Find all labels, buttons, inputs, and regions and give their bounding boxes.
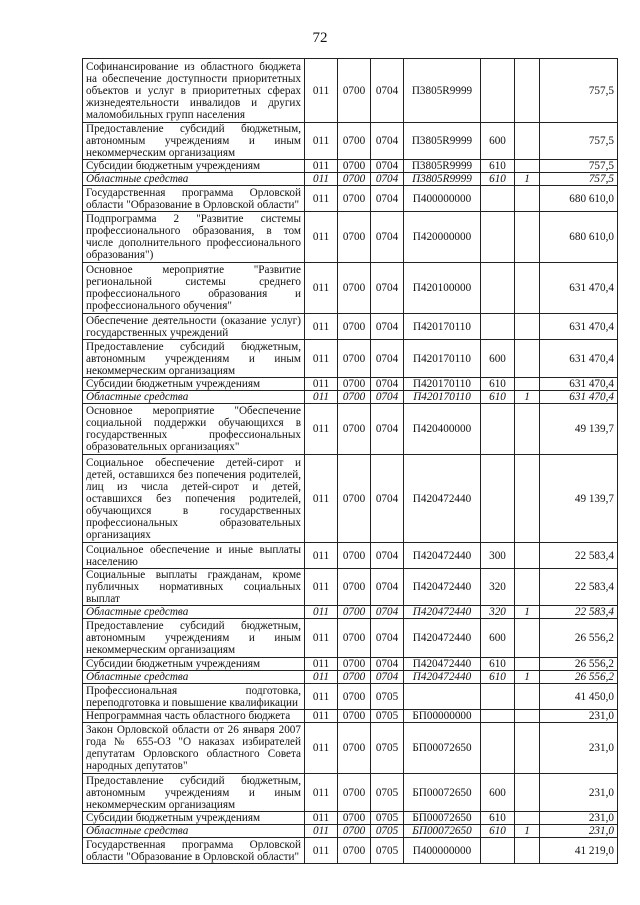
cell-admin-code: 011 [305, 838, 338, 864]
cell-expense-type-code: 610 [481, 173, 515, 186]
cell-row-name: Субсидии бюджетным учреждениям [83, 658, 305, 671]
cell-subsection-code: 0704 [371, 671, 404, 684]
table-row [83, 186, 618, 212]
cell-expense-type-code [481, 723, 515, 774]
cell-target-article-code: П400000000 [404, 838, 481, 864]
cell-subsection-code: 0704 [371, 263, 404, 314]
table-row [83, 173, 618, 186]
budget-table-body [83, 59, 618, 864]
cell-section-code: 0700 [338, 59, 371, 123]
cell-admin-code: 011 [305, 455, 338, 543]
cell-funding-source-code [515, 710, 540, 723]
cell-subsection-code: 0704 [371, 658, 404, 671]
table-row [83, 723, 618, 774]
cell-subsection-code: 0704 [371, 173, 404, 186]
cell-funding-source-code [515, 684, 540, 710]
cell-funding-source-code [515, 812, 540, 825]
cell-section-code: 0700 [338, 212, 371, 263]
cell-row-name: Государственная программа Орловской области "Образование в Орловской области" [83, 186, 305, 212]
cell-funding-source-code [515, 314, 540, 340]
cell-target-article-code: П400000000 [404, 186, 481, 212]
cell-funding-source-code: 1 [515, 606, 540, 619]
cell-admin-code: 011 [305, 263, 338, 314]
cell-expense-type-code [481, 710, 515, 723]
cell-expense-type-code: 610 [481, 160, 515, 173]
cell-target-article-code: П3805R9999 [404, 123, 481, 160]
cell-funding-source-code [515, 212, 540, 263]
cell-target-article-code: П420170110 [404, 340, 481, 378]
table-row [83, 391, 618, 404]
cell-section-code: 0700 [338, 160, 371, 173]
cell-subsection-code: 0705 [371, 684, 404, 710]
cell-target-article-code: П420170110 [404, 314, 481, 340]
cell-section-code: 0700 [338, 658, 371, 671]
cell-target-article-code [404, 684, 481, 710]
cell-section-code: 0700 [338, 455, 371, 543]
cell-subsection-code: 0705 [371, 710, 404, 723]
cell-expense-type-code: 600 [481, 619, 515, 658]
cell-section-code: 0700 [338, 186, 371, 212]
table-row [83, 404, 618, 455]
cell-subsection-code: 0704 [371, 160, 404, 173]
table-row [83, 812, 618, 825]
cell-section-code: 0700 [338, 263, 371, 314]
cell-row-name: Закон Орловской области от 26 января 2007 года № 655-ОЗ "О наказах избирателей депутатам Орловского областного Совета народных депутатов" [83, 723, 305, 774]
cell-admin-code: 011 [305, 658, 338, 671]
cell-target-article-code: БП00072650 [404, 825, 481, 838]
cell-expense-type-code: 610 [481, 658, 515, 671]
cell-funding-source-code [515, 774, 540, 812]
cell-row-name: Субсидии бюджетным учреждениям [83, 160, 305, 173]
cell-expense-type-code: 600 [481, 774, 515, 812]
cell-row-name: Предоставление субсидий бюджетным, автономным учреждениям и иным некоммерческим организациям [83, 123, 305, 160]
cell-admin-code: 011 [305, 340, 338, 378]
table-row [83, 569, 618, 606]
cell-row-name: Социальное обеспечение детей-сирот и детей, оставшихся без попечения родителей, лиц из числа детей-сирот и детей, оставшихся без попечения родителей, обучающихся в государственных профессиональных образовательных организациях [83, 455, 305, 543]
cell-admin-code: 011 [305, 212, 338, 263]
table-row [83, 619, 618, 658]
cell-funding-source-code [515, 263, 540, 314]
cell-amount: 680 610,0 [540, 212, 618, 263]
cell-funding-source-code [515, 619, 540, 658]
table-row [83, 825, 618, 838]
cell-admin-code: 011 [305, 314, 338, 340]
cell-amount: 22 583,4 [540, 606, 618, 619]
cell-subsection-code: 0704 [371, 123, 404, 160]
cell-section-code: 0700 [338, 812, 371, 825]
cell-section-code: 0700 [338, 391, 371, 404]
cell-amount: 231,0 [540, 812, 618, 825]
cell-row-name: Областные средства [83, 825, 305, 838]
cell-expense-type-code: 320 [481, 569, 515, 606]
cell-amount: 631 470,4 [540, 263, 618, 314]
cell-amount: 631 470,4 [540, 340, 618, 378]
cell-section-code: 0700 [338, 825, 371, 838]
cell-amount: 231,0 [540, 825, 618, 838]
cell-admin-code: 011 [305, 59, 338, 123]
cell-expense-type-code: 610 [481, 378, 515, 391]
cell-funding-source-code [515, 723, 540, 774]
cell-subsection-code: 0704 [371, 404, 404, 455]
cell-target-article-code: П420472440 [404, 543, 481, 569]
cell-subsection-code: 0704 [371, 378, 404, 391]
cell-expense-type-code: 300 [481, 543, 515, 569]
table-row [83, 671, 618, 684]
cell-subsection-code: 0704 [371, 212, 404, 263]
cell-expense-type-code: 320 [481, 606, 515, 619]
cell-funding-source-code [515, 543, 540, 569]
cell-target-article-code: БП00000000 [404, 710, 481, 723]
cell-section-code: 0700 [338, 404, 371, 455]
cell-amount: 231,0 [540, 710, 618, 723]
table-row [83, 543, 618, 569]
cell-admin-code: 011 [305, 569, 338, 606]
cell-subsection-code: 0704 [371, 340, 404, 378]
cell-target-article-code: П420170110 [404, 378, 481, 391]
table-row [83, 340, 618, 378]
cell-amount: 680 610,0 [540, 186, 618, 212]
cell-admin-code: 011 [305, 774, 338, 812]
table-row [83, 212, 618, 263]
cell-admin-code: 011 [305, 173, 338, 186]
cell-row-name: Основное мероприятие "Обеспечение социальной поддержки обучающихся в государственных профессиональных образовательных организациях" [83, 404, 305, 455]
cell-target-article-code: П420000000 [404, 212, 481, 263]
cell-expense-type-code [481, 455, 515, 543]
cell-funding-source-code [515, 123, 540, 160]
cell-subsection-code: 0705 [371, 812, 404, 825]
cell-admin-code: 011 [305, 812, 338, 825]
cell-funding-source-code [515, 340, 540, 378]
cell-row-name: Областные средства [83, 173, 305, 186]
cell-admin-code: 011 [305, 404, 338, 455]
cell-row-name: Предоставление субсидий бюджетным, автономным учреждениям и иным некоммерческим организациям [83, 774, 305, 812]
cell-row-name: Профессиональная подготовка, переподготовка и повышение квалификации [83, 684, 305, 710]
cell-amount: 49 139,7 [540, 404, 618, 455]
cell-funding-source-code [515, 569, 540, 606]
cell-row-name: Непрограммная часть областного бюджета [83, 710, 305, 723]
cell-section-code: 0700 [338, 378, 371, 391]
cell-admin-code: 011 [305, 123, 338, 160]
cell-expense-type-code [481, 838, 515, 864]
cell-row-name: Областные средства [83, 606, 305, 619]
cell-subsection-code: 0704 [371, 543, 404, 569]
cell-funding-source-code [515, 455, 540, 543]
cell-expense-type-code: 610 [481, 812, 515, 825]
cell-amount: 231,0 [540, 774, 618, 812]
cell-subsection-code: 0704 [371, 391, 404, 404]
cell-subsection-code: 0705 [371, 825, 404, 838]
cell-target-article-code: П420100000 [404, 263, 481, 314]
cell-admin-code: 011 [305, 671, 338, 684]
table-row [83, 263, 618, 314]
cell-admin-code: 011 [305, 543, 338, 569]
cell-subsection-code: 0704 [371, 606, 404, 619]
table-row [83, 774, 618, 812]
cell-admin-code: 011 [305, 186, 338, 212]
cell-target-article-code: БП00072650 [404, 812, 481, 825]
cell-funding-source-code [515, 186, 540, 212]
cell-subsection-code: 0704 [371, 569, 404, 606]
cell-expense-type-code [481, 314, 515, 340]
cell-row-name: Субсидии бюджетным учреждениям [83, 812, 305, 825]
cell-row-name: Подпрограмма 2 "Развитие системы профессионального образования, в том числе дополнительного профессионального образования") [83, 212, 305, 263]
cell-expense-type-code [481, 404, 515, 455]
table-row [83, 59, 618, 123]
table-row [83, 684, 618, 710]
table-row [83, 455, 618, 543]
cell-admin-code: 011 [305, 378, 338, 391]
cell-amount: 41 450,0 [540, 684, 618, 710]
cell-funding-source-code [515, 160, 540, 173]
cell-row-name: Обеспечение деятельности (оказание услуг) государственных учреждений [83, 314, 305, 340]
cell-section-code: 0700 [338, 569, 371, 606]
cell-funding-source-code [515, 378, 540, 391]
cell-target-article-code: П420400000 [404, 404, 481, 455]
cell-expense-type-code [481, 186, 515, 212]
cell-admin-code: 011 [305, 825, 338, 838]
cell-amount: 631 470,4 [540, 391, 618, 404]
cell-target-article-code: П420472440 [404, 619, 481, 658]
cell-target-article-code: П420472440 [404, 606, 481, 619]
cell-row-name: Социальное обеспечение и иные выплаты населению [83, 543, 305, 569]
cell-target-article-code: БП00072650 [404, 723, 481, 774]
cell-amount: 757,5 [540, 59, 618, 123]
cell-section-code: 0700 [338, 774, 371, 812]
cell-subsection-code: 0704 [371, 59, 404, 123]
cell-funding-source-code: 1 [515, 391, 540, 404]
cell-target-article-code: П3805R9999 [404, 173, 481, 186]
cell-subsection-code: 0704 [371, 314, 404, 340]
cell-amount: 22 583,4 [540, 543, 618, 569]
cell-funding-source-code [515, 404, 540, 455]
table-row [83, 710, 618, 723]
cell-expense-type-code: 610 [481, 825, 515, 838]
cell-amount: 41 219,0 [540, 838, 618, 864]
cell-subsection-code: 0705 [371, 838, 404, 864]
cell-subsection-code: 0705 [371, 723, 404, 774]
cell-subsection-code: 0705 [371, 774, 404, 812]
table-row [83, 838, 618, 864]
cell-amount: 26 556,2 [540, 658, 618, 671]
budget-table [82, 58, 618, 864]
cell-funding-source-code [515, 59, 540, 123]
cell-amount: 757,5 [540, 160, 618, 173]
cell-amount: 26 556,2 [540, 619, 618, 658]
cell-row-name: Предоставление субсидий бюджетным, автономным учреждениям и иным некоммерческим организациям [83, 619, 305, 658]
cell-funding-source-code: 1 [515, 825, 540, 838]
cell-section-code: 0700 [338, 723, 371, 774]
cell-section-code: 0700 [338, 543, 371, 569]
cell-target-article-code: П3805R9999 [404, 59, 481, 123]
cell-admin-code: 011 [305, 619, 338, 658]
cell-admin-code: 011 [305, 391, 338, 404]
cell-admin-code: 011 [305, 710, 338, 723]
cell-subsection-code: 0704 [371, 619, 404, 658]
table-row [83, 378, 618, 391]
cell-subsection-code: 0704 [371, 455, 404, 543]
cell-row-name: Софинансирование из областного бюджета на обеспечение доступности приоритетных объектов и услуг в приоритетных сферах жизнедеятельности инвалидов и других маломобильных групп населения [83, 59, 305, 123]
cell-target-article-code: П420170110 [404, 391, 481, 404]
cell-row-name: Предоставление субсидий бюджетным, автономным учреждениям и иным некоммерческим организациям [83, 340, 305, 378]
cell-target-article-code: П3805R9999 [404, 160, 481, 173]
cell-funding-source-code: 1 [515, 173, 540, 186]
cell-expense-type-code: 600 [481, 340, 515, 378]
table-row [83, 606, 618, 619]
cell-section-code: 0700 [338, 340, 371, 378]
cell-section-code: 0700 [338, 619, 371, 658]
cell-amount: 22 583,4 [540, 569, 618, 606]
cell-section-code: 0700 [338, 684, 371, 710]
cell-row-name: Основное мероприятие "Развитие региональной системы среднего профессионального образования и профессионального обучения" [83, 263, 305, 314]
cell-section-code: 0700 [338, 123, 371, 160]
cell-amount: 631 470,4 [540, 378, 618, 391]
cell-section-code: 0700 [338, 838, 371, 864]
cell-section-code: 0700 [338, 314, 371, 340]
cell-section-code: 0700 [338, 606, 371, 619]
cell-expense-type-code: 600 [481, 123, 515, 160]
cell-admin-code: 011 [305, 606, 338, 619]
cell-section-code: 0700 [338, 671, 371, 684]
cell-amount: 757,5 [540, 173, 618, 186]
table-row [83, 314, 618, 340]
cell-amount: 631 470,4 [540, 314, 618, 340]
table-row [83, 658, 618, 671]
page-number: 72 [312, 30, 328, 46]
cell-expense-type-code [481, 212, 515, 263]
cell-expense-type-code: 610 [481, 671, 515, 684]
cell-target-article-code: П420472440 [404, 455, 481, 543]
cell-expense-type-code: 610 [481, 391, 515, 404]
cell-funding-source-code: 1 [515, 671, 540, 684]
cell-expense-type-code [481, 59, 515, 123]
cell-subsection-code: 0704 [371, 186, 404, 212]
cell-section-code: 0700 [338, 173, 371, 186]
cell-funding-source-code [515, 838, 540, 864]
cell-target-article-code: П420472440 [404, 671, 481, 684]
cell-amount: 757,5 [540, 123, 618, 160]
cell-admin-code: 011 [305, 684, 338, 710]
cell-target-article-code: БП00072650 [404, 774, 481, 812]
cell-expense-type-code [481, 684, 515, 710]
cell-section-code: 0700 [338, 710, 371, 723]
cell-row-name: Государственная программа Орловской области "Образование в Орловской области" [83, 838, 305, 864]
cell-row-name: Субсидии бюджетным учреждениям [83, 378, 305, 391]
cell-row-name: Областные средства [83, 391, 305, 404]
cell-funding-source-code [515, 658, 540, 671]
table-row [83, 123, 618, 160]
cell-admin-code: 011 [305, 723, 338, 774]
cell-amount: 49 139,7 [540, 455, 618, 543]
cell-target-article-code: П420472440 [404, 658, 481, 671]
cell-expense-type-code [481, 263, 515, 314]
cell-amount: 26 556,2 [540, 671, 618, 684]
cell-admin-code: 011 [305, 160, 338, 173]
table-row [83, 160, 618, 173]
cell-row-name: Социальные выплаты гражданам, кроме публичных нормативных социальных выплат [83, 569, 305, 606]
cell-amount: 231,0 [540, 723, 618, 774]
cell-row-name: Областные средства [83, 671, 305, 684]
cell-target-article-code: П420472440 [404, 569, 481, 606]
